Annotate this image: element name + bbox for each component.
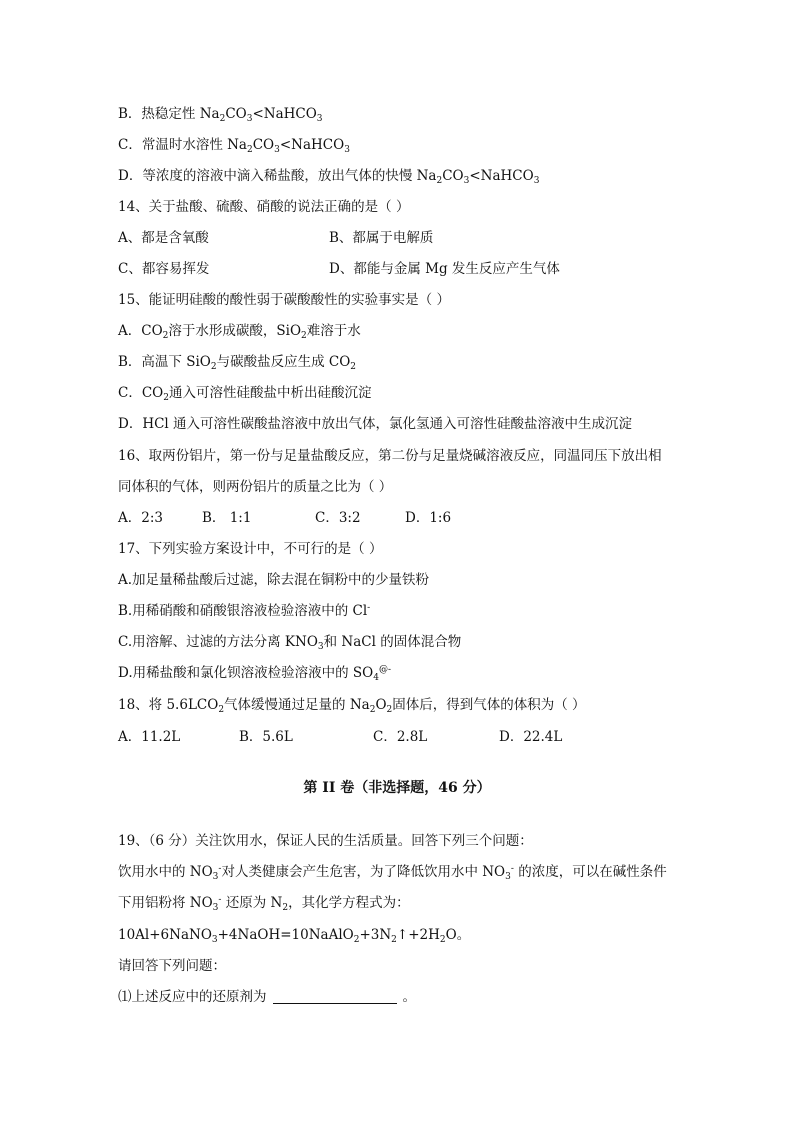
q19-text-line-3: 下用铝粉将 $NO_3^-$ 还原为 $N_2$，其化学方程式为： (118, 895, 410, 913)
q13-option-b: B．热稳定性 $Na_2CO_3<NaHCO_3$ (118, 106, 323, 124)
q17-option-c: C.用溶解、过滤的方法分离 $KNO_3$和 NaCl 的固体混合物 (118, 634, 462, 652)
q15-option-b: B．高温下 SiO$_2$与碳酸盐反应生成 $CO_2$ (118, 354, 357, 372)
q14-options-row-2 (118, 259, 678, 279)
q18-option-a: A．11.2L (118, 729, 181, 745)
q13-option-d: D．等浓度的溶液中滴入稀盐酸，放出气体的快慢 $Na_2CO_3<NaHCO_3$ (118, 168, 540, 186)
q15-option-d: D．HCl 通入可溶性碳酸盐溶液中放出气体，氯化氢通入可溶性硅酸盐溶液中生成沉淀 (118, 416, 633, 432)
q14-stem: 14、关于盐酸、硫酸、硝酸的说法正确的是（ ） (118, 199, 410, 215)
q18-option-d: D．22.4L (499, 729, 563, 745)
q17-stem: 17、下列实验方案设计中，不可行的是（ ） (118, 541, 383, 557)
q16-option-a: A．2:3 (118, 510, 163, 526)
q16-stem-line-1: 16、取两份铝片，第一份与足量盐酸反应，第二份与足量烧碱溶液反应，同温同压下放出相 (118, 448, 662, 464)
q19-equation: $10Al+6NaNO_3+4NaOH=10NaAlO_2+3N_2↑+2H_2O$。 (118, 927, 471, 945)
q19-text-line-2: 饮用水中的 $NO_3^-$对人类健康会产生危害，为了降低饮用水中 $NO_3^-$ 的浓度，可以在碱性条件 (118, 864, 667, 882)
q17-option-d: D.用稀盐酸和氯化钡溶液检验溶液中的 $SO_4^{@-}$ (118, 665, 392, 683)
answer-blank[interactable] (273, 989, 397, 1004)
q16-option-c: C．3:2 (315, 510, 361, 526)
q18-option-b: B．5.6L (239, 729, 293, 745)
q16-option-d: D．1:6 (405, 510, 452, 526)
q19-stem: 19、（6 分）关注饮用水，保证人民的生活质量。回答下列三个问题： (118, 833, 533, 849)
q14-option-b: B、都属于电解质 (329, 230, 434, 246)
q17-option-b: B.用稀硝酸和硝酸银溶液检验溶液中的 Cl- (118, 603, 371, 619)
q19-subquestion-1: ⑴上述反应中的还原剂为 。 (118, 989, 416, 1005)
q14-option-a: A、都是含氧酸 (118, 230, 209, 246)
q16-stem-line-2: 同体积的气体，则两份铝片的质量之比为（ ） (118, 479, 393, 495)
q18-options (118, 727, 598, 747)
q14-option-c: C、都容易挥发 (118, 261, 210, 277)
q18-option-c: C．2.8L (373, 729, 428, 745)
q15-option-c: C．$CO_2$通入可溶性硅酸盐中析出硅酸沉淀 (118, 385, 372, 403)
q18-stem: 18、将 $5.6LCO_2$气体缓慢通过足量的 $Na_2O_2$固体后，得到气体的体积为（ ） (118, 697, 586, 715)
q15-stem: 15、能证明硅酸的酸性弱于碳酸酸性的实验事实是（ ） (118, 292, 450, 308)
q14-option-d: D、都能与金属 Mg 发生反应产生气体 (329, 261, 560, 277)
q16-option-b: B． 1:1 (202, 510, 252, 526)
q15-option-a: A．$CO_2$溶于水形成碳酸，SiO$_2$难溶于水 (118, 323, 361, 341)
q14-options-row-1 (118, 228, 678, 248)
q13-option-c: C．常温时水溶性 $Na_2CO_3<NaHCO_3$ (118, 137, 350, 155)
q19-prompt: 请回答下列问题： (118, 958, 226, 974)
q17-option-a: A.加足量稀盐酸后过滤，除去混在铜粉中的少量铁粉 (118, 572, 430, 588)
q16-options (118, 508, 518, 528)
section-title: 第 II 卷（非选择题，46 分） (303, 780, 491, 796)
